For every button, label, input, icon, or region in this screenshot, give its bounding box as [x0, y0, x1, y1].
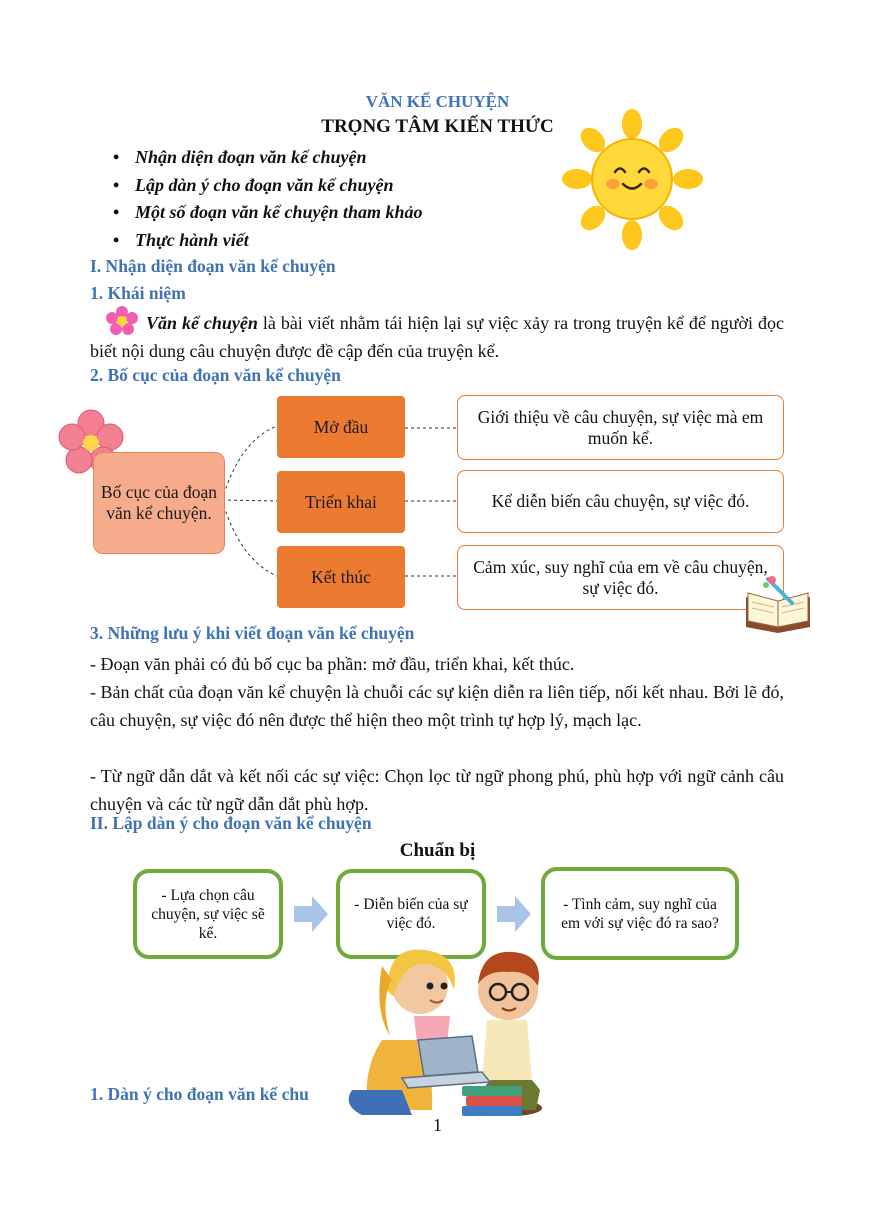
prep-step-1: - Lựa chọn câu chuyện, sự việc sẽ kể. — [133, 869, 283, 959]
children-reading-illustration — [322, 940, 550, 1120]
key-point: • Nhận diện đoạn văn kể chuyện — [113, 144, 423, 172]
note-3: - Từ ngữ dẫn dắt và kết nối các sự việc: Chọn lọc từ ngữ phong phú, phù hợp với ngữ cảnh câu chuyện và các từ ngữ dẫn dắt phù hợp. — [90, 766, 784, 814]
document-subtitle: TRỌNG TÂM KIẾN THỨC — [321, 116, 554, 137]
diagram-desc-intro: Giới thiệu về câu chuyện, sự việc mà em muốn kể. — [457, 395, 784, 460]
concept-heading: 1. Khái niệm — [90, 283, 186, 303]
note-2: - Bản chất của đoạn văn kể chuyện là chuỗi các sự kiện diễn ra liên tiếp, nối kết nhau. Bởi lẽ đó, câu chuyện, sự việc đó nên được thể hiện theo một trình tự hợp lý, mạch lạc. — [90, 682, 784, 730]
section-heading-2: II. Lập dàn ý cho đoạn văn kể chuyện — [90, 813, 372, 833]
prep-step-3: - Tình cảm, suy nghĩ của em với sự việc đó ra sao? — [541, 867, 739, 960]
key-point: • Lập dàn ý cho đoạn văn kể chuyện — [113, 172, 423, 200]
diagram-part-body: Triển khai — [277, 471, 405, 533]
prep-step-2: - Diễn biến của sự việc đó. — [336, 869, 486, 959]
diagram-part-conclusion: Kết thúc — [277, 546, 405, 608]
book-illustration — [742, 575, 814, 633]
arrow-right-icon — [497, 896, 531, 932]
key-point: • Thực hành viết — [113, 227, 423, 255]
diagram-part-intro: Mở đầu — [277, 396, 405, 458]
diagram-center-node: Bố cục của đoạn văn kể chuyện. — [93, 452, 225, 554]
page-number: 1 — [433, 1115, 442, 1135]
prep-title: Chuẩn bị — [399, 840, 476, 861]
structure-heading: 2. Bố cục của đoạn văn kể chuyện — [90, 365, 341, 385]
concept-text: là bài viết nhằm tái hiện lại sự việc xảy ra trong truyện kể để người đọc biết nội dung câu chuyện được đề cập đến của truyện kể. — [90, 313, 784, 361]
notes-heading: 3. Những lưu ý khi viết đoạn văn kể chuyện — [90, 623, 415, 643]
diagram-desc-conclusion: Cảm xúc, suy nghĩ của em về câu chuyện, sự việc đó. — [457, 545, 784, 610]
concept-term: Văn kể chuyện — [146, 313, 258, 333]
note-1: - Đoạn văn phải có đủ bố cục ba phần: mở đầu, triển khai, kết thúc. — [90, 654, 575, 674]
diagram-desc-body: Kể diễn biến câu chuyện, sự việc đó. — [457, 470, 784, 533]
outline-heading: 1. Dàn ý cho đoạn văn kể chu — [90, 1084, 309, 1104]
document-title: VĂN KỂ CHUYỆN — [365, 92, 510, 111]
section-heading-1: I. Nhận diện đoạn văn kể chuyện — [90, 256, 336, 276]
key-point: • Một số đoạn văn kể chuyện tham khảo — [113, 199, 423, 227]
arrow-right-icon — [294, 896, 328, 932]
